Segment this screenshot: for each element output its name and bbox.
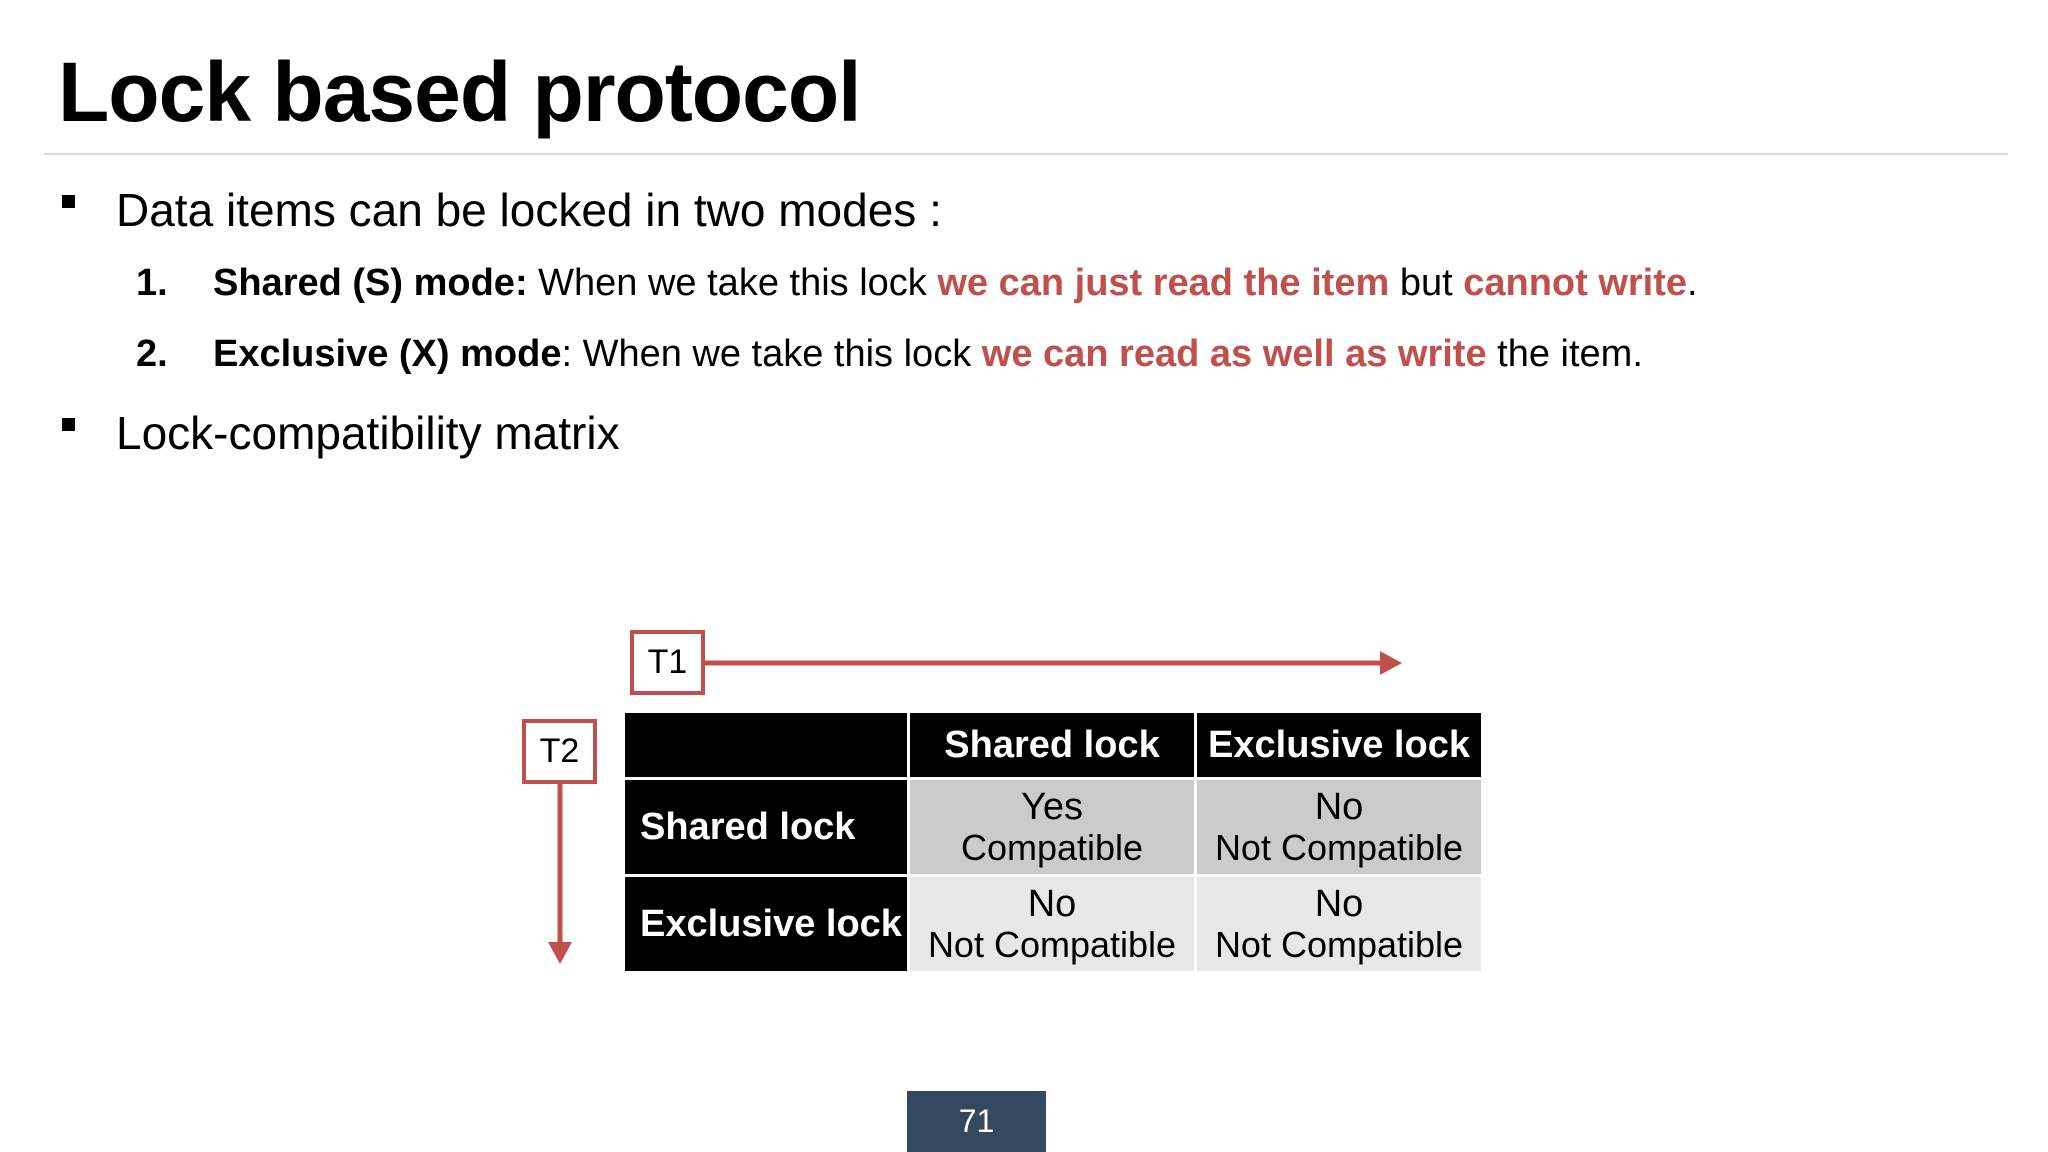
cell-description: Compatible	[960, 827, 1144, 868]
cell-value: No	[1027, 883, 1077, 925]
lock-compatibility-matrix	[622, 710, 1484, 974]
cell-description: Not Compatible	[1214, 827, 1464, 868]
mode-name: Shared (S) mode:	[213, 262, 528, 304]
matrix-header-row	[625, 713, 1481, 777]
cell-description: Not Compatible	[1214, 924, 1464, 965]
mode-text: but	[1389, 262, 1464, 304]
t2-label-box: T2	[522, 719, 597, 784]
row-header: Exclusive lock	[625, 877, 907, 971]
mode-text: .	[1687, 262, 1698, 304]
item-text	[213, 333, 1643, 376]
mode-highlight: we can just read the item	[937, 262, 1390, 304]
t1-arrow-head	[1380, 651, 1402, 675]
title-divider	[44, 153, 2008, 155]
cell-value: No	[1314, 786, 1364, 828]
row-header: Shared lock	[625, 780, 907, 874]
matrix-cell	[1197, 780, 1481, 874]
mode-text: : When we take this lock	[561, 333, 982, 375]
t2-arrow-head	[548, 942, 572, 964]
mode-highlight: cannot write	[1463, 262, 1688, 304]
cell-value: No	[1314, 883, 1364, 925]
mode-name: Exclusive (X) mode	[213, 333, 562, 375]
t1-label-box: T1	[630, 630, 705, 695]
item-number: 2.	[136, 333, 168, 375]
cell-description: Not Compatible	[927, 924, 1177, 965]
matrix-cell	[910, 780, 1194, 874]
item-text	[213, 262, 1698, 305]
column-header: Exclusive lock	[1197, 713, 1481, 777]
matrix-cell	[910, 877, 1194, 971]
square-bullet-icon	[62, 195, 75, 208]
mode-highlight: we can read as well as write	[981, 333, 1487, 375]
page-number-badge: 71	[907, 1091, 1046, 1152]
mode-text: the item.	[1486, 333, 1643, 375]
item-number: 1.	[136, 262, 168, 304]
column-header: Shared lock	[910, 713, 1194, 777]
matrix-cell	[1197, 877, 1481, 971]
square-bullet-icon	[62, 418, 75, 431]
cell-value: Yes	[1021, 786, 1083, 828]
mode-text: When we take this lock	[527, 262, 938, 304]
bullet-text: Data items can be locked in two modes :	[116, 184, 942, 236]
bullet-text: Lock-compatibility matrix	[116, 407, 620, 459]
matrix-corner-cell	[625, 713, 907, 777]
matrix-row	[625, 877, 1481, 971]
slide-title: Lock based protocol	[58, 45, 861, 139]
matrix-row	[625, 780, 1481, 874]
